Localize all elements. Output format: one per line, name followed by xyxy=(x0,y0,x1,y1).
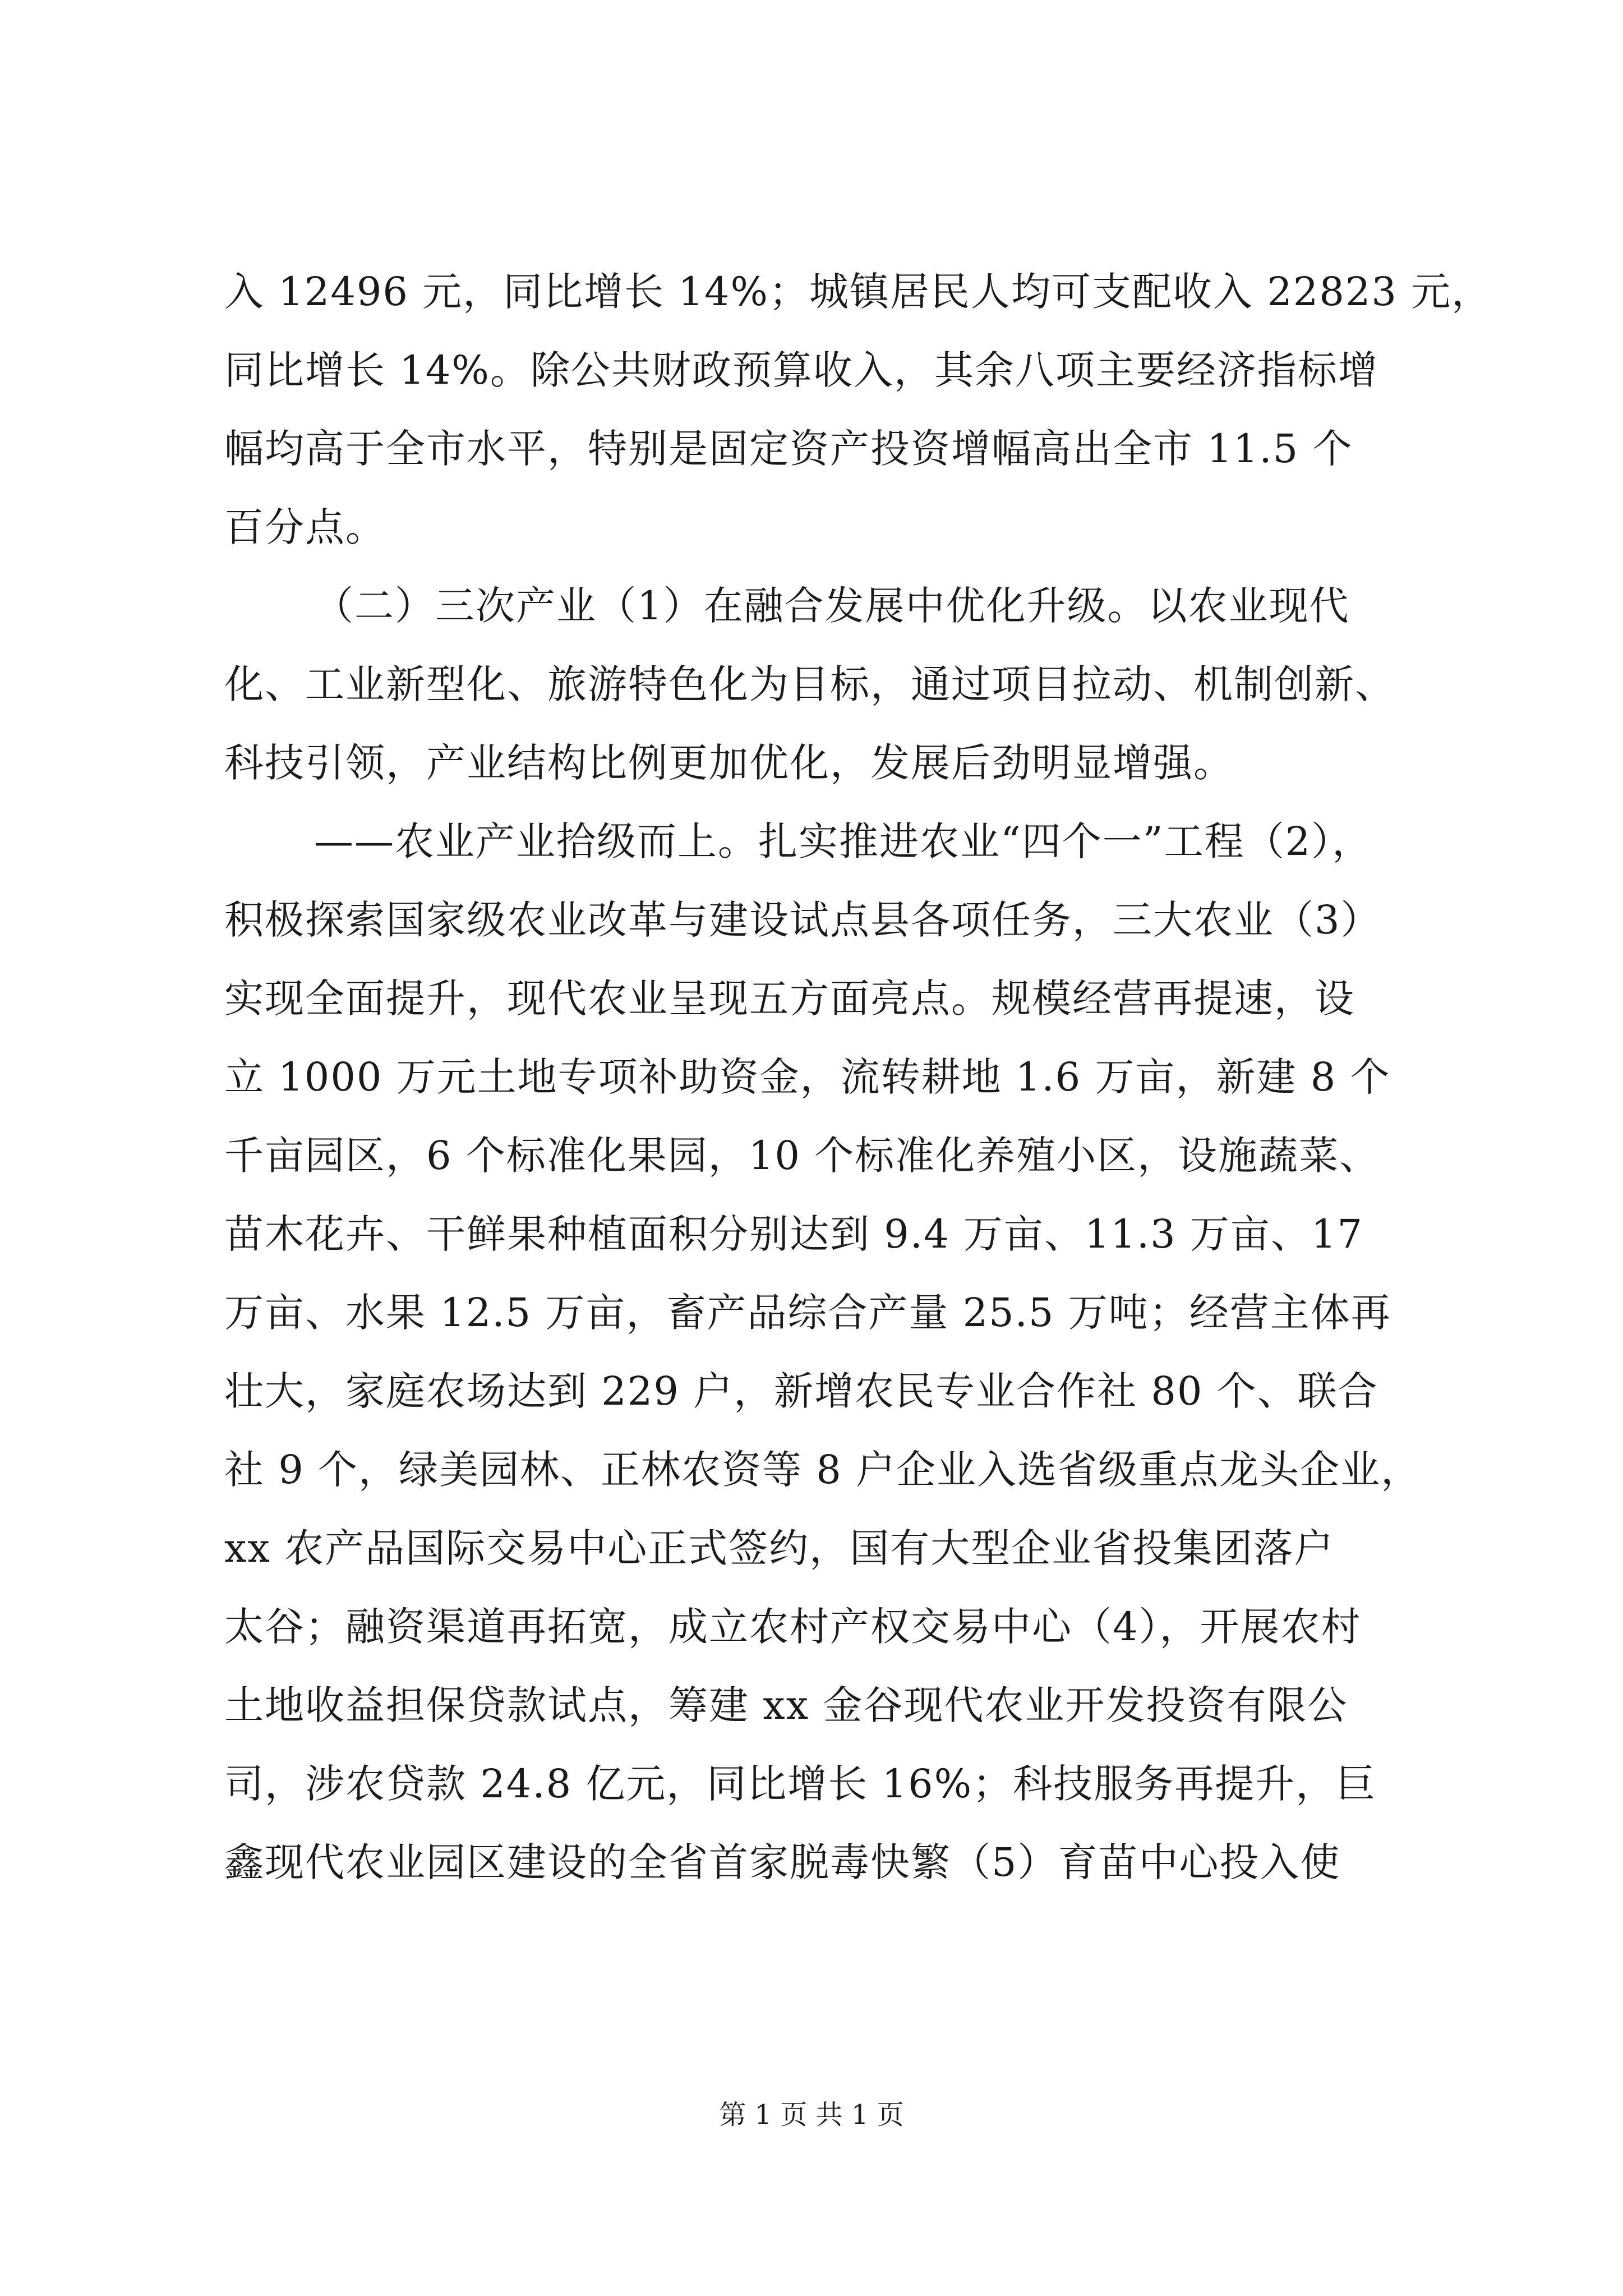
text-line: 苗木花卉、干鲜果种植面积分别达到 9.4 万亩、11.3 万亩、17 xyxy=(224,1211,1364,1257)
text-line: 化、工业新型化、旅游特色化为目标，通过项目拉动、机制创新、 xyxy=(224,661,1395,707)
text-line: 土地收益担保贷款试点，筹建 xx 金谷现代农业开发投资有限公 xyxy=(224,1682,1348,1728)
paragraph-first-line: ——农业产业拾级而上。扎实推进农业“四个一”工程（2）， xyxy=(314,818,1373,864)
text-line: 千亩园区，6 个标准化果园，10 个标准化养殖小区，设施蔬菜、 xyxy=(224,1133,1380,1179)
page-number-footer: 第 1 页 共 1 页 xyxy=(719,2099,904,2131)
text-line: 百分点。 xyxy=(224,504,386,550)
paragraph-first-line: （二）三次产业（1）在融合发展中优化升级。以农业现代 xyxy=(314,583,1350,629)
text-line: 鑫现代农业园区建设的全省首家脱毒快繁（5）育苗中心投入使 xyxy=(224,1839,1341,1885)
text-line: 太谷；融资渠道再拓宽，成立农村产权交易中心（4），开展农村 xyxy=(224,1604,1362,1650)
text-line: 科技引领，产业结构比例更加优化，发展后劲明显增强。 xyxy=(224,740,1234,786)
text-line: 幅均高于全市水平，特别是固定资产投资增幅高出全市 11.5 个 xyxy=(224,426,1353,472)
text-line: 入 12496 元，同比增长 14%；城镇居民人均可支配收入 22823 元， xyxy=(224,269,1492,315)
text-line: 万亩、水果 12.5 万亩，畜产品综合产量 25.5 万吨；经营主体再 xyxy=(224,1290,1391,1336)
text-line: 立 1000 万元土地专项补助资金，流转耕地 1.6 万亩，新建 8 个 xyxy=(224,1054,1391,1100)
text-line: 司，涉农贷款 24.8 亿元，同比增长 16%；科技服务再提升，巨 xyxy=(224,1761,1377,1807)
text-line: 实现全面提升，现代农业呈现五方面亮点。规模经营再提速，设 xyxy=(224,976,1355,1022)
text-line: 积极探索国家级农业改革与建设试点县各项任务，三大农业（3） xyxy=(224,897,1381,943)
text-line: 社 9 个，绿美园林、正林农资等 8 户企业入选省级重点龙头企业， xyxy=(224,1447,1422,1493)
text-line: xx 农产品国际交易中心正式签约，国有大型企业省投集团落户 xyxy=(224,1525,1335,1571)
text-line: 壮大，家庭农场达到 229 户，新增农民专业合作社 80 个、联合 xyxy=(224,1368,1378,1414)
text-line: 同比增长 14%。除公共财政预算收入，其余八项主要经济指标增 xyxy=(224,347,1378,393)
